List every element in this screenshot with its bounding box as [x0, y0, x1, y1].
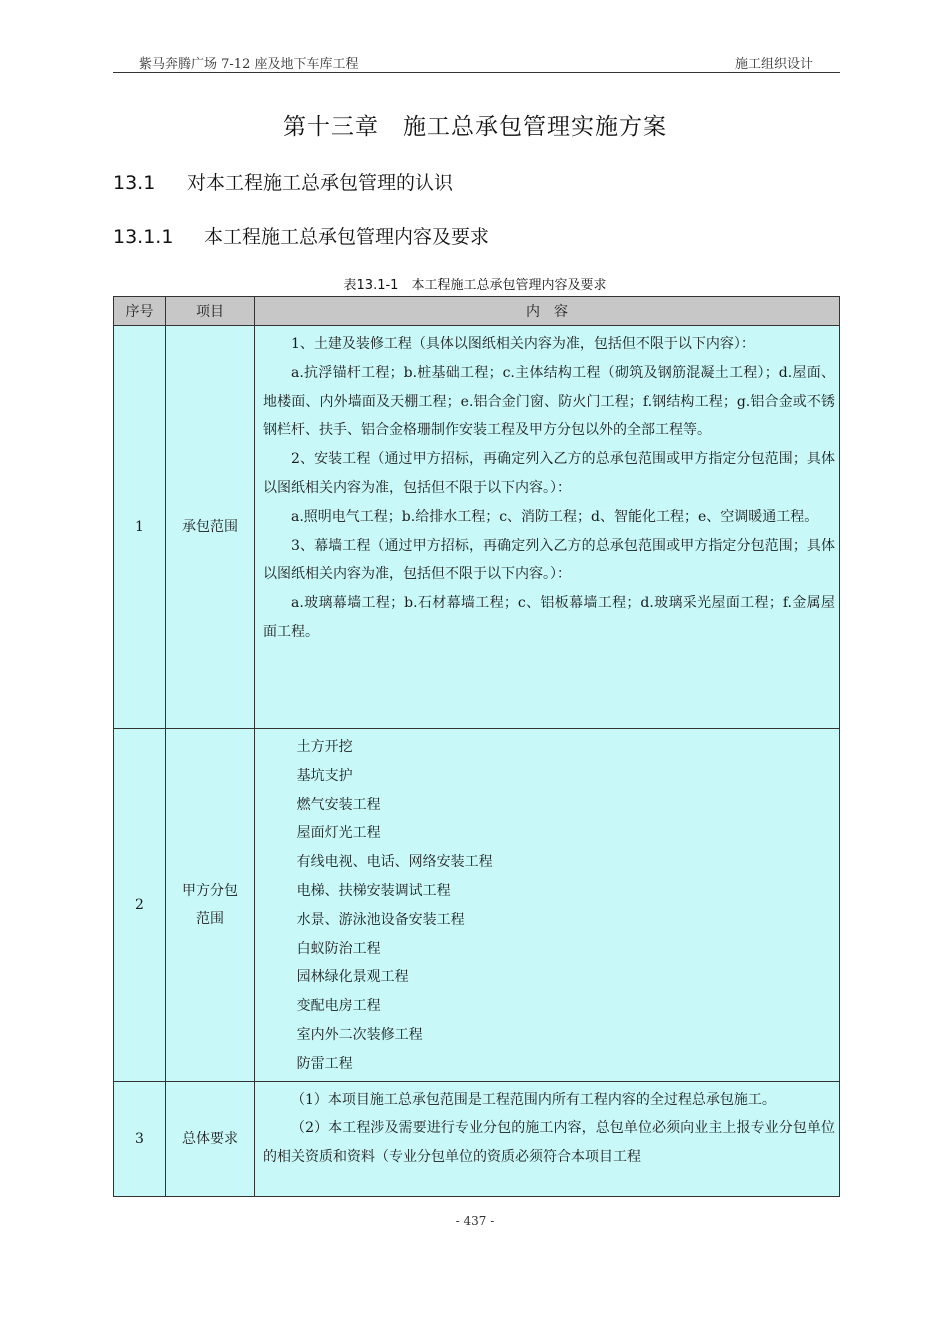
subsection-number: 13.1.1	[113, 226, 174, 248]
table-row	[114, 1081, 840, 1196]
subsection-title: 本工程施工总承包管理内容及要求	[204, 226, 490, 248]
header-content: 内 容	[255, 297, 840, 326]
table-row	[114, 326, 840, 729]
section-title: 对本工程施工总承包管理的认识	[187, 172, 454, 194]
subsection-heading	[113, 222, 489, 249]
list-item: 室内外二次装修工程	[296, 1026, 423, 1043]
page-number: - 437 -	[455, 1214, 495, 1228]
list-item: 电梯、扶梯安装调试工程	[296, 882, 451, 899]
row-item: 承包范围	[166, 326, 255, 729]
row-seq: 1	[114, 326, 166, 729]
content-paragraph: a.抗浮锚杆工程；b.桩基础工程；c.主体结构工程（砌筑及钢筋混凝土工程）；d.屋面、地楼面、内外墙面及天棚工程；e.铝合金门窗、防火门工程；f.钢结构工程；g.铝合金或不锈钢栏杆、扶手、铝合金格珊制作安装工程及甲方分包以外的全部工程等。	[263, 364, 835, 439]
content-paragraph: a.玻璃幕墙工程；b.石材幕墙工程；c、铝板幕墙工程；d.玻璃采光屋面工程；f.金属屋面工程。	[263, 595, 835, 640]
content-paragraph: 3、幕墙工程（通过甲方招标，再确定列入乙方的总承包范围或甲方指定分包范围；具体以图纸相关内容为准，包括但不限于以下内容。）：	[263, 537, 835, 583]
list-item: 园林绿化景观工程	[296, 969, 409, 986]
row-item-line: 甲方分包	[182, 882, 238, 899]
header-document-type: 施工组织设计	[734, 57, 813, 72]
section-heading	[113, 168, 453, 195]
list-item: 白蚁防治工程	[296, 940, 381, 957]
list-item: 变配电房工程	[296, 998, 381, 1015]
list-item: 屋面灯光工程	[296, 825, 381, 842]
list-item: 防雷工程	[296, 1055, 353, 1072]
table-row	[114, 729, 840, 1082]
chapter-title: 第十三章 施工总承包管理实施方案	[283, 114, 667, 140]
content-paragraph: a.照明电气工程；b.给排水工程；c、消防工程；d、智能化工程；e、空调暖通工程。	[291, 508, 819, 525]
header-item: 项目	[166, 297, 255, 326]
list-item: 燃气安装工程	[296, 796, 381, 813]
section-number: 13.1	[113, 172, 156, 194]
table-header-row	[114, 297, 840, 326]
row-seq: 2	[114, 729, 166, 1082]
page-header	[113, 50, 840, 73]
list-item: 有线电视、电话、网络安装工程	[296, 854, 493, 871]
content-paragraph: 1、土建及装修工程（具体以图纸相关内容为准，包括但不限于以下内容）：	[291, 336, 755, 352]
row-content	[255, 326, 840, 729]
row-content	[255, 729, 840, 1082]
content-paragraph: （1）本项目施工总承包范围是工程范围内所有工程内容的全过程总承包施工。	[291, 1091, 776, 1108]
list-item: 水景、游泳池设备安装工程	[296, 911, 465, 928]
header-project-name: 紫马奔腾广场 7-12 座及地下车库工程	[139, 57, 359, 72]
list-item: 基坑支护	[296, 767, 353, 784]
content-paragraph: （2）本工程涉及需要进行专业分包的施工内容，总包单位必须向业主上报专业分包单位的相关资质和资料（专业分包单位的资质必须符合本项目工程	[263, 1120, 835, 1166]
scope-table	[113, 296, 840, 1197]
row-item-line: 范围	[196, 910, 224, 927]
header-seq: 序号	[114, 297, 166, 326]
list-item: 土方开挖	[296, 739, 353, 755]
table-caption: 表13.1-1 本工程施工总承包管理内容及要求	[343, 278, 607, 293]
row-seq: 3	[114, 1081, 166, 1196]
row-item	[166, 729, 255, 1082]
content-paragraph: 2、安装工程（通过甲方招标，再确定列入乙方的总承包范围或甲方指定分包范围；具体以图纸相关内容为准，包括但不限于以下内容。）：	[263, 451, 835, 496]
row-content	[255, 1081, 840, 1196]
row-item: 总体要求	[166, 1081, 255, 1196]
